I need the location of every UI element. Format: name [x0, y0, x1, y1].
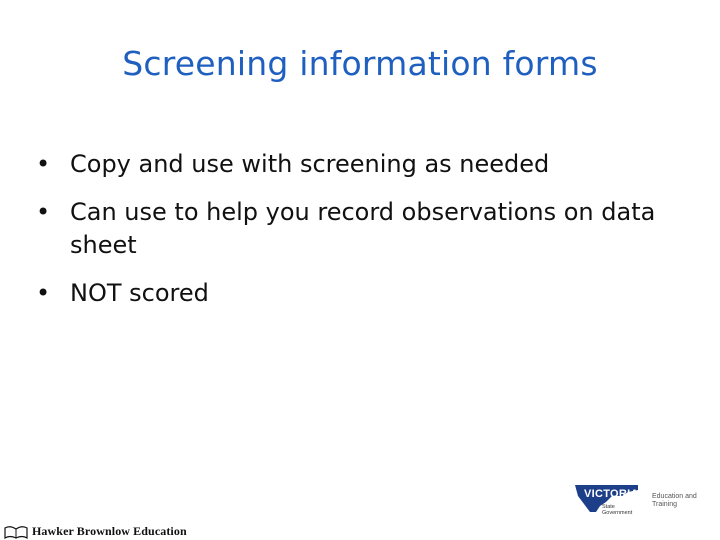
bullet-item — [36, 277, 656, 310]
bullet-item — [36, 148, 656, 181]
bullet-text: NOT scored — [70, 279, 209, 307]
bullet-item — [36, 196, 656, 262]
bullet-text: Can use to help you record observations on data sheet — [70, 198, 656, 259]
open-book-icon — [4, 525, 28, 539]
department-name: Education and Training — [652, 493, 697, 508]
publisher-name: Hawker Brownlow Education — [32, 524, 187, 538]
slide-title: Screening information forms — [122, 44, 598, 83]
victoria-wordmark: VICTORIA — [584, 488, 639, 500]
bullet-marker: • — [36, 279, 51, 307]
hawker-brownlow-logo — [4, 523, 187, 540]
victoria-government-logo — [572, 482, 642, 522]
state-government-text: State Government — [602, 504, 633, 516]
bullet-marker: • — [36, 150, 51, 178]
bullet-marker: • — [36, 198, 51, 226]
bullet-text: Copy and use with screening as needed — [70, 150, 550, 178]
bullet-list — [36, 148, 656, 325]
